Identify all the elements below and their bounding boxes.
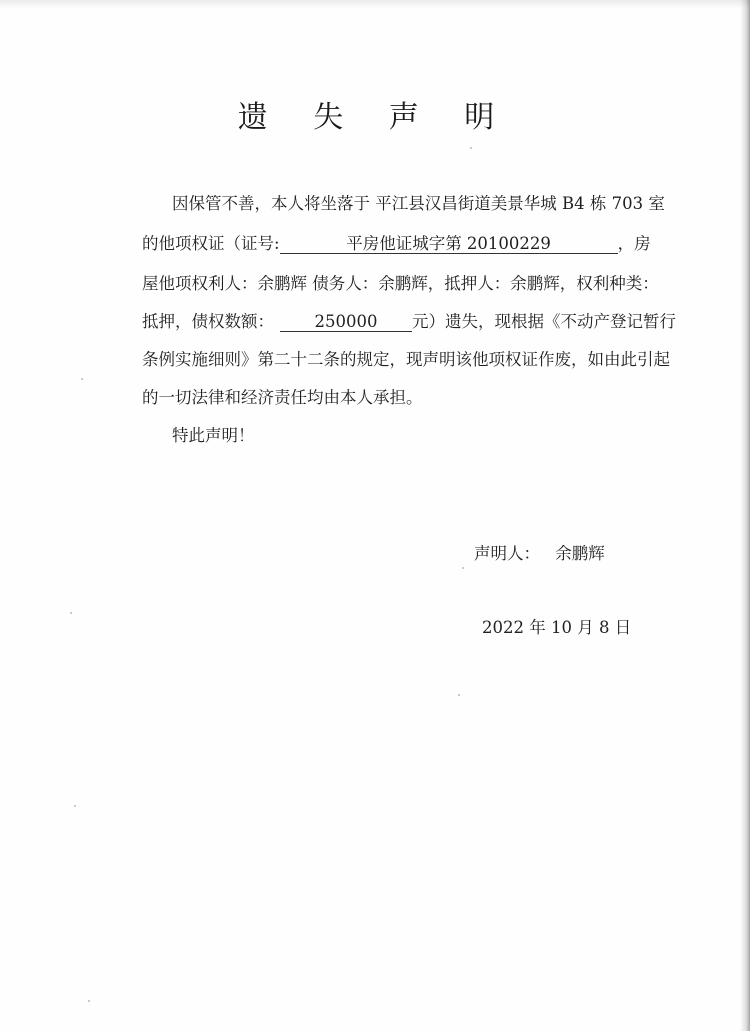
scan-speck — [74, 805, 76, 807]
scan-speck — [462, 567, 464, 569]
paragraph-line-1: 因保管不善，本人将坐落于 平江县汉昌街道美景华城 B4 栋 703 室 — [172, 194, 665, 213]
line-4-suffix: 元）遗失，现根据《不动产登记暂行 — [412, 312, 676, 331]
scan-shadow-top — [0, 0, 750, 8]
declarant-label: 声明人： — [474, 544, 540, 563]
paragraph-line-3: 屋他项权利人：余鹏辉 债务人：余鹏辉，抵押人：余鹏辉，权利种类： — [142, 274, 659, 293]
scan-speck — [88, 1000, 90, 1002]
scan-speck — [470, 147, 472, 149]
paragraph-line-5: 条例实施细则》第二十二条的规定，现声明该他项权证作废，如由此引起 — [142, 350, 670, 369]
scan-speck — [81, 378, 83, 380]
line-4-prefix: 抵押，债权数额： — [142, 312, 274, 331]
line-2-prefix: 的他项权证（证号: — [142, 234, 280, 253]
declarant — [474, 540, 605, 564]
scan-shadow-right — [740, 0, 750, 1031]
scan-speck — [458, 694, 460, 696]
paragraph-line-4 — [142, 308, 676, 332]
closing-statement: 特此声明！ — [172, 426, 255, 445]
paragraph-line-6: 的一切法律和经济责任均由本人承担。 — [142, 388, 423, 407]
paragraph-line-2 — [142, 230, 651, 254]
debt-amount-field: 250000 — [280, 313, 412, 332]
scan-speck — [70, 612, 72, 614]
declarant-name: 余鹏辉 — [555, 544, 605, 563]
declaration-date: 2022 年 10 月 8 日 — [482, 618, 632, 637]
certificate-number-field: 平房他证城字第 20100229 — [280, 235, 618, 254]
document-title: 遗 失 声 明 — [237, 100, 513, 135]
line-2-suffix: ，房 — [617, 234, 651, 253]
